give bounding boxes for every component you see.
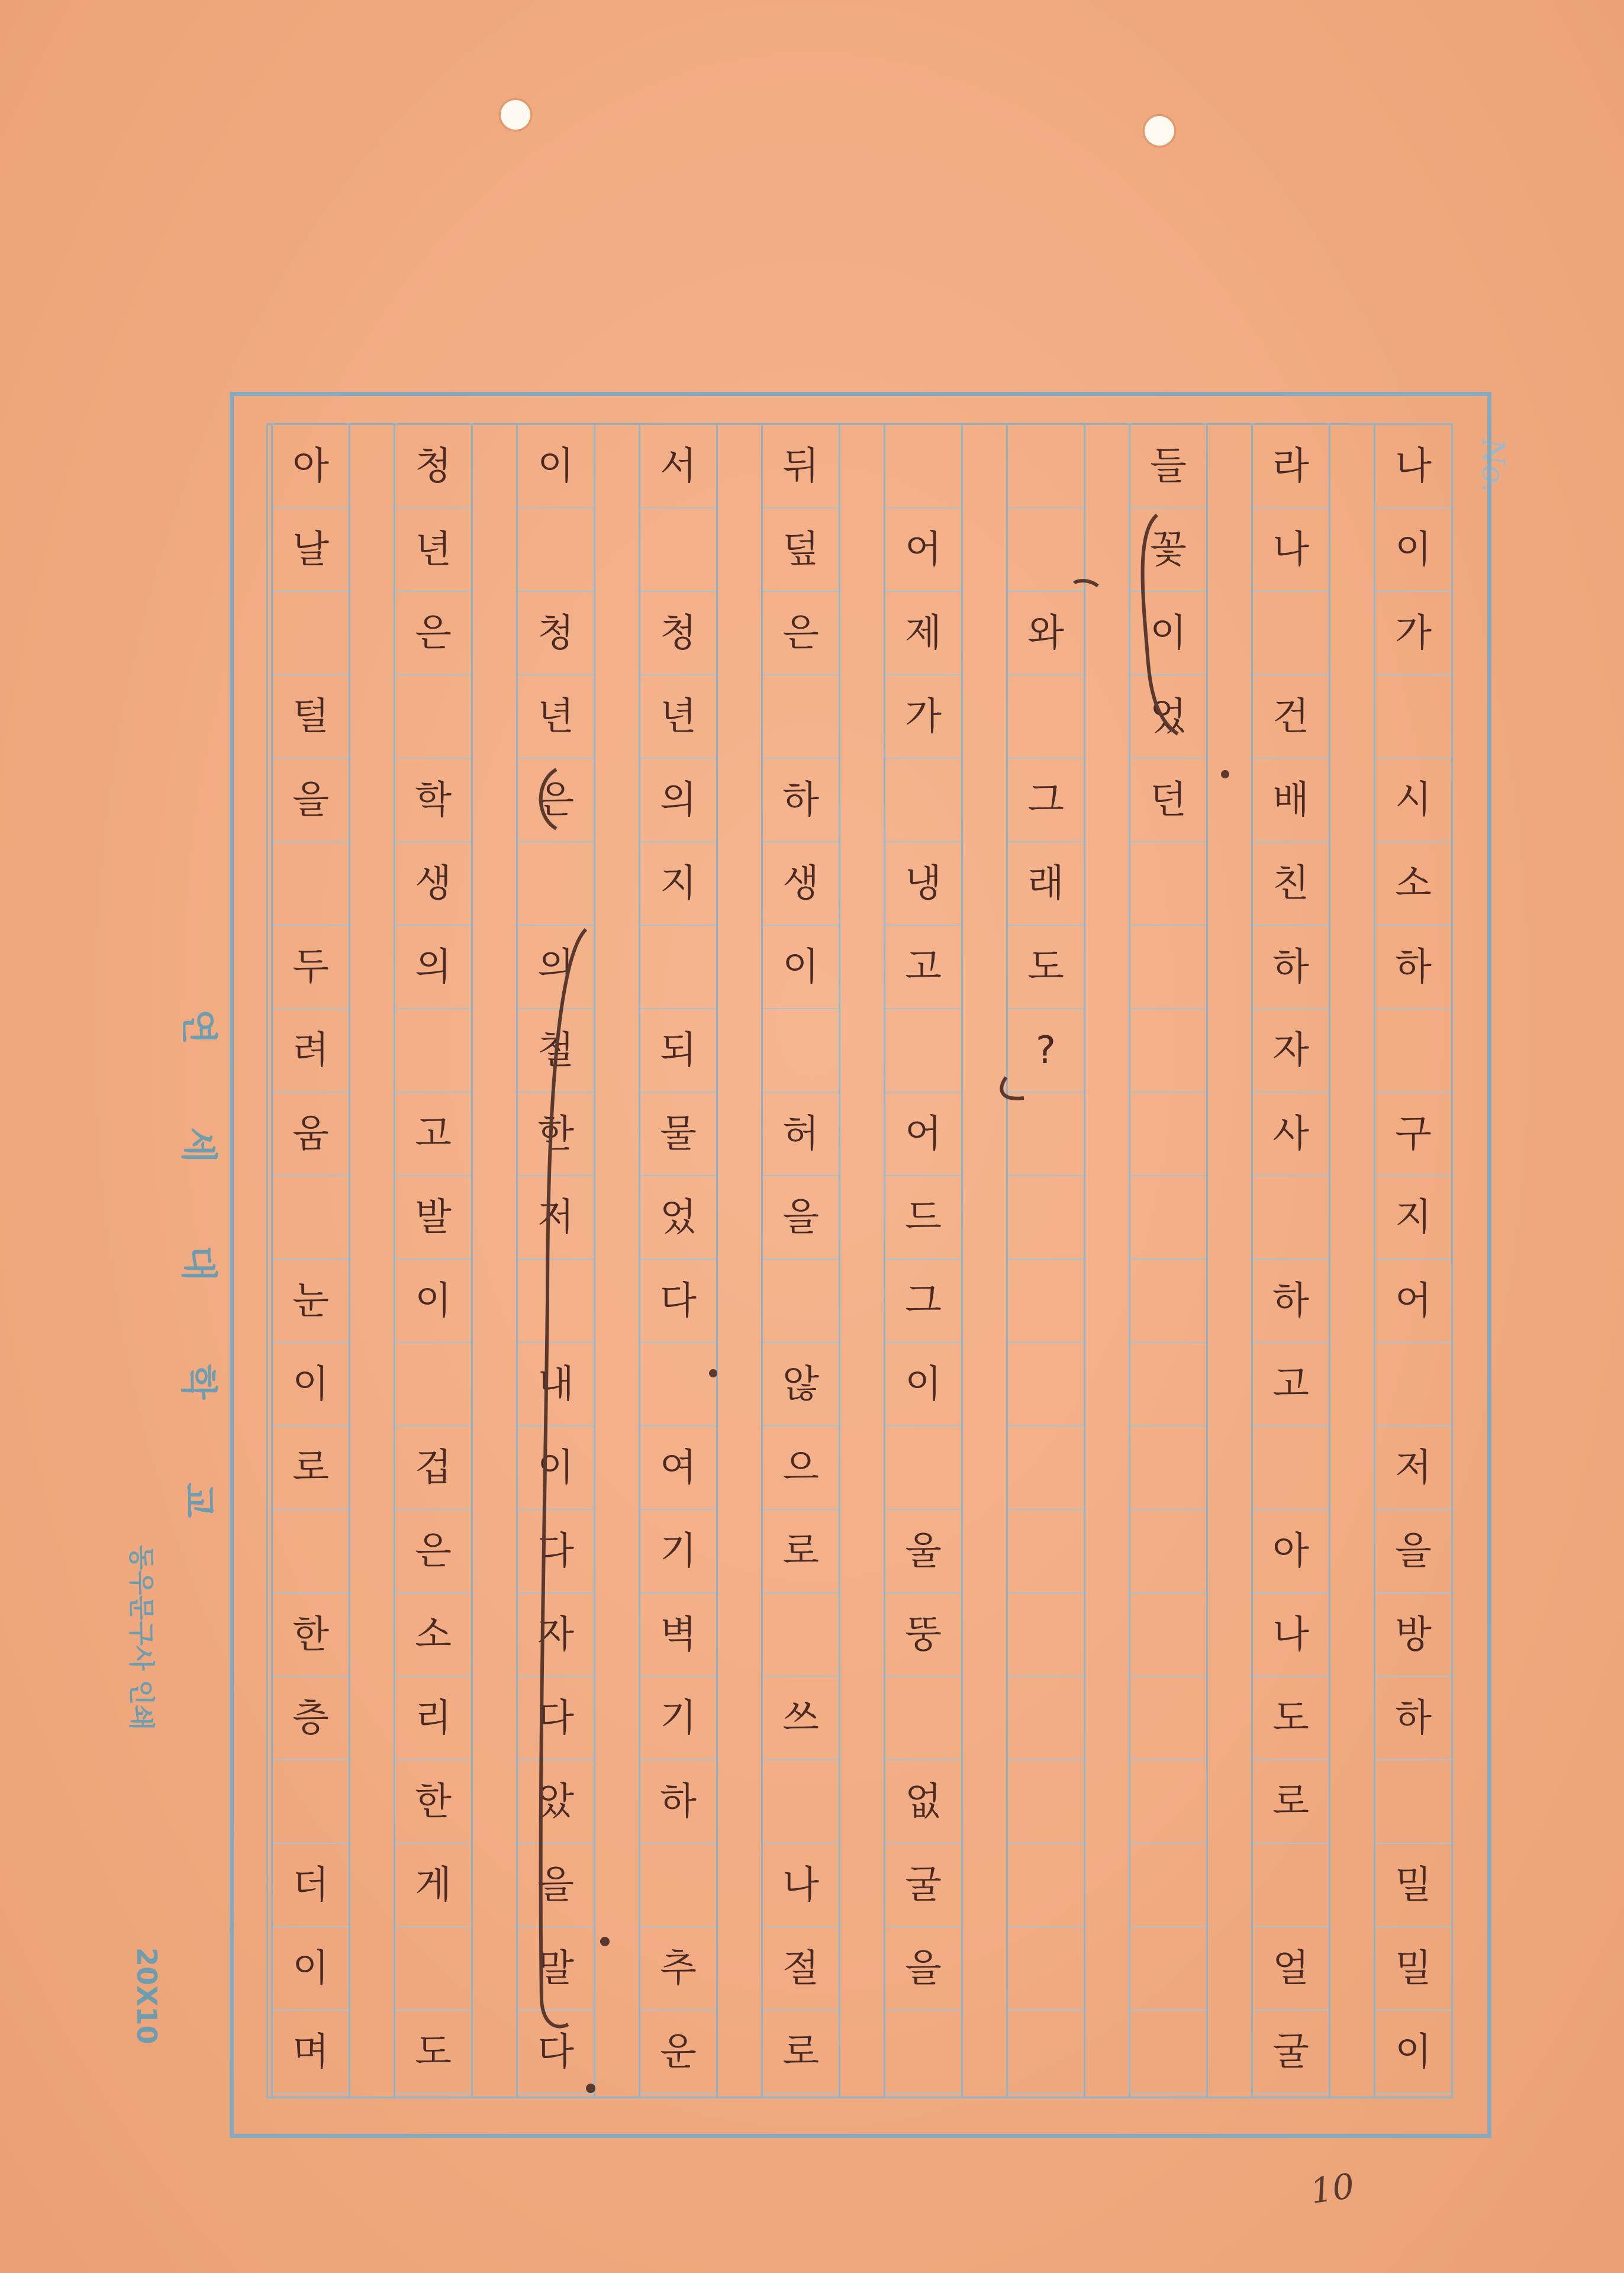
- grid-cell: 아: [1253, 1510, 1329, 1593]
- grid-cell: 어: [885, 1093, 961, 1176]
- grid-cell: 은: [518, 759, 594, 842]
- grid-cell: 발: [395, 1176, 471, 1260]
- grid-cell: 도: [395, 2011, 471, 2094]
- grid-cell: 날: [273, 508, 349, 592]
- grid-cell: 기: [640, 1510, 716, 1593]
- bracket-mark-4: [541, 929, 586, 2027]
- grid-cell: 저: [518, 1176, 594, 1260]
- grid-cell: 을: [885, 1927, 961, 2011]
- grid-cell: 의: [518, 926, 594, 1009]
- grid-cell: 되: [640, 1009, 716, 1093]
- grid-cell: 쓰: [763, 1677, 839, 1760]
- grid-cell: 도: [1008, 926, 1084, 1009]
- grid-cell: 이: [1130, 592, 1206, 675]
- grid-cell: 로: [1253, 1760, 1329, 1844]
- sheet-number-label: No.: [1475, 438, 1510, 493]
- grid-cell: 을: [518, 1844, 594, 1927]
- grid-cell: 으: [763, 1427, 839, 1510]
- grid-cell: 그: [885, 1260, 961, 1343]
- grid-cell: 고: [1253, 1343, 1329, 1427]
- page-number: 10: [1308, 2165, 1357, 2212]
- grid-cell: 털: [273, 675, 349, 759]
- grid-cell: 벽: [640, 1593, 716, 1677]
- grid-cell: 은: [395, 592, 471, 675]
- grid-cell: 운: [640, 2011, 716, 2094]
- grid-cell: 어: [1375, 1260, 1451, 1343]
- grid-cell: 밀: [1375, 1844, 1451, 1927]
- grid-cell: 냉: [885, 842, 961, 926]
- grid-cell: 소: [1375, 842, 1451, 926]
- grid-cell: 지: [1375, 1176, 1451, 1260]
- bracket-mark-1: [1143, 515, 1178, 734]
- grid-cell: 학: [395, 759, 471, 842]
- grid-cell: 나: [763, 1844, 839, 1927]
- grid-cell: 었: [1130, 675, 1206, 759]
- grid-cell: ?: [1008, 1009, 1084, 1093]
- grid-cell: 여: [640, 1427, 716, 1510]
- grid-cell: 하: [763, 759, 839, 842]
- grid-cell: 꽃: [1130, 508, 1206, 592]
- grid-cell: 생: [763, 842, 839, 926]
- grid-cell: 덮: [763, 508, 839, 592]
- sheet-format-label: 20X10: [131, 1947, 163, 2045]
- grid-cell: 기: [640, 1677, 716, 1760]
- grid-cell: 이: [395, 1260, 471, 1343]
- grid-cell: 하: [1253, 926, 1329, 1009]
- grid-cell: 와: [1008, 592, 1084, 675]
- grid-cell: 년: [395, 508, 471, 592]
- grid-cell: 자: [1253, 1009, 1329, 1093]
- grid-cell: 어: [885, 508, 961, 592]
- grid-cell: 이: [273, 1343, 349, 1427]
- grid-cell: 게: [395, 1844, 471, 1927]
- grid-cell: 움: [273, 1093, 349, 1176]
- period-mark-2: [586, 2084, 595, 2093]
- grid-cell: 방: [1375, 1593, 1451, 1677]
- grid-cell: 말: [518, 1927, 594, 2011]
- grid-cell: 청: [395, 425, 471, 508]
- grid-cell: 배: [1253, 759, 1329, 842]
- grid-cell: 청: [518, 592, 594, 675]
- grid-cell: 었: [640, 1176, 716, 1260]
- grid-cell: 이: [885, 1343, 961, 1427]
- grid-cell: 들: [1130, 425, 1206, 508]
- grid-cell: 친: [1253, 842, 1329, 926]
- grid-cell: 이: [518, 1427, 594, 1510]
- grid-cell: 다: [640, 1260, 716, 1343]
- imprint-char: 연: [177, 1009, 221, 1045]
- grid-cell: 제: [885, 592, 961, 675]
- grid-cell: 래: [1008, 842, 1084, 926]
- grid-cell: 겁: [395, 1427, 471, 1510]
- grid-cell: 한: [273, 1593, 349, 1677]
- grid-cell: 고: [885, 926, 961, 1009]
- grid-cell: 소: [395, 1593, 471, 1677]
- grid-cell: 더: [273, 1844, 349, 1927]
- grid-cell: 아: [273, 425, 349, 508]
- imprint-char: 대: [177, 1245, 221, 1282]
- grid-cell: 한: [395, 1760, 471, 1844]
- grid-cell: 울: [885, 1510, 961, 1593]
- grid-cell: 다: [518, 1677, 594, 1760]
- grid-cell: 절: [763, 1927, 839, 2011]
- grid-cell: 던: [1130, 759, 1206, 842]
- grid-cell: 다: [518, 1510, 594, 1593]
- period-mark-3: [1221, 770, 1229, 778]
- grid-cell: 한: [518, 1093, 594, 1176]
- grid-cell: 며: [273, 2011, 349, 2094]
- grid-cell: 로: [763, 2011, 839, 2094]
- grid-cell: 물: [640, 1093, 716, 1176]
- grid-cell: 자: [518, 1593, 594, 1677]
- grid-cell: 허: [763, 1093, 839, 1176]
- grid-cell: 나: [1253, 1593, 1329, 1677]
- grid-cell: 그: [1008, 759, 1084, 842]
- grid-cell: 뚱: [885, 1593, 961, 1677]
- grid-cell: 의: [640, 759, 716, 842]
- grid-cell: 나: [1375, 425, 1451, 508]
- grid-cell: 년: [518, 675, 594, 759]
- grid-cell: 을: [1375, 1510, 1451, 1593]
- imprint-char: 교: [177, 1482, 221, 1518]
- bracket-mark-5: [541, 770, 556, 829]
- grid-cell: 서: [640, 425, 716, 508]
- grid-cell: 하: [640, 1760, 716, 1844]
- grid-cell: 두: [273, 926, 349, 1009]
- grid-cell: 밀: [1375, 1927, 1451, 2011]
- grid-cell: 눈: [273, 1260, 349, 1343]
- grid-cell: 굴: [885, 1844, 961, 1927]
- grid-cell: 을: [763, 1176, 839, 1260]
- grid-cell: 추: [640, 1927, 716, 2011]
- grid-cell: 굴: [1253, 2011, 1329, 2094]
- grid-cell: 로: [273, 1427, 349, 1510]
- grid-cell: 은: [395, 1510, 471, 1593]
- grid-cell: 이: [518, 425, 594, 508]
- grid-cell: 이: [763, 926, 839, 1009]
- grid-cell: 리: [395, 1677, 471, 1760]
- grid-cell: 나: [1253, 508, 1329, 592]
- grid-cell: 라: [1253, 425, 1329, 508]
- grid-cell: 하: [1253, 1260, 1329, 1343]
- bracket-mark-3: [1001, 1077, 1024, 1099]
- grid-cell: 의: [395, 926, 471, 1009]
- grid-cell: 이: [273, 1927, 349, 2011]
- grid-cell: 로: [763, 1510, 839, 1593]
- imprint-char: 학: [177, 1364, 221, 1400]
- grid-cell: 이: [1375, 2011, 1451, 2094]
- grid-cell: 내: [518, 1343, 594, 1427]
- grid-cell: 저: [1375, 1427, 1451, 1510]
- grid-cell: 층: [273, 1677, 349, 1760]
- grid-cell: 지: [640, 842, 716, 926]
- grid-cell: 청: [640, 592, 716, 675]
- grid-cell: 드: [885, 1176, 961, 1260]
- bracket-mark-2: [1074, 581, 1098, 586]
- grid-cell: 년: [640, 675, 716, 759]
- grid-cell: 고: [395, 1093, 471, 1176]
- period-mark-1: [600, 1937, 610, 1946]
- grid-cell: 사: [1253, 1093, 1329, 1176]
- grid-cell: 생: [395, 842, 471, 926]
- grid-cell: 하: [1375, 1677, 1451, 1760]
- grid-cell: 가: [1375, 592, 1451, 675]
- grid-cell: 시: [1375, 759, 1451, 842]
- grid-cell: 하: [1375, 926, 1451, 1009]
- grid-cell: 았: [518, 1760, 594, 1844]
- grid-cell: 이: [1375, 508, 1451, 592]
- grid-cell: 건: [1253, 675, 1329, 759]
- grid-cell: 뒤: [763, 425, 839, 508]
- grid-cell: 얼: [1253, 1927, 1329, 2011]
- grid-cell: 을: [273, 759, 349, 842]
- grid-cell: 은: [763, 592, 839, 675]
- grid-cell: 않: [763, 1343, 839, 1427]
- grid-cell: 없: [885, 1760, 961, 1844]
- printer-imprint: 동우문구사 인쇄: [126, 1545, 156, 1730]
- grid-cell: 철: [518, 1009, 594, 1093]
- period-mark-4: [709, 1369, 717, 1377]
- grid-cell: 려: [273, 1009, 349, 1093]
- grid-cell: 가: [885, 675, 961, 759]
- grid-cell: 구: [1375, 1093, 1451, 1176]
- grid-cell: 다: [518, 2011, 594, 2094]
- grid-cell: 도: [1253, 1677, 1329, 1760]
- imprint-char: 세: [177, 1127, 221, 1163]
